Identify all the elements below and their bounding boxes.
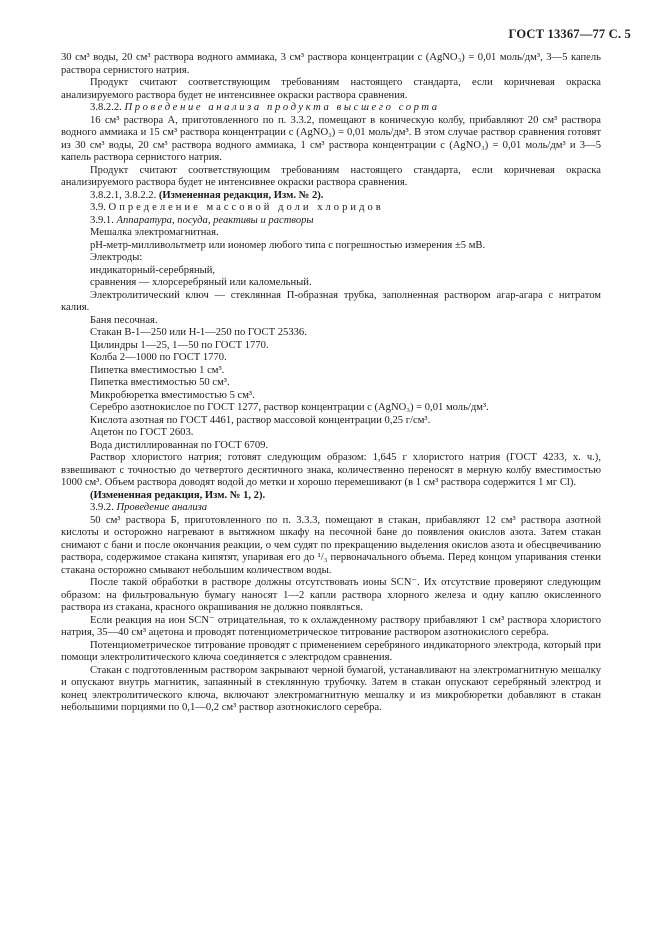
paragraph	[61, 415, 601, 428]
paragraph	[61, 640, 601, 665]
page-header: ГОСТ 13367—77 С. 5	[508, 27, 631, 41]
paragraph-emphasis: Определение массовой доли хлоридов	[108, 202, 384, 213]
paragraph-text: Баня песочная.	[90, 314, 158, 326]
paragraph-text: Стакан В-1—250 или Н-1—250 по ГОСТ 25336.	[90, 327, 307, 338]
paragraph	[61, 115, 601, 165]
paragraph-text: Вода дистиллированная по ГОСТ 6709.	[90, 439, 269, 451]
paragraph-text: 50 см³ раствора Б, приготовленного по п. 3.3.3, помещают в стакан, прибавляют 12 см³ раствора азотной кислоты и осторожно нагревают в вытяжном шкафу на песочной бане до появления окислов азота. Затем стакан снимают с бани и после окончания реакции, о чем судят по прекращению выделения окислов азота и обесцвечиванию раствора, содержимое стакана кипятят, упаривая его до ¹/₃ первоначального объема. Перед концом упаривания стенки стакана осторожно смывают небольшим количеством воды.	[61, 514, 601, 576]
paragraph	[61, 327, 601, 340]
paragraph	[61, 340, 601, 353]
paragraph-text: Электролитический ключ — стеклянная П-образная трубка, заполненная раствором агар-агара с нитратом калия.	[61, 289, 601, 313]
paragraph-text: Кислота азотная по ГОСТ 4461, раствор массовой концентрации 0,25 г/см³.	[90, 414, 431, 426]
paragraph	[61, 265, 601, 278]
paragraph	[61, 190, 601, 203]
paragraph	[61, 315, 601, 328]
paragraph	[61, 490, 601, 503]
paragraph-text: Продукт считают соответствующим требованиям настоящего стандарта, если коричневая окраска анализируемого раствора будет не интенсивнее окраски раствора сравнения.	[61, 164, 601, 188]
paragraph	[61, 577, 601, 615]
paragraph-emphasis: Проведение анализа продукта высшего сорта	[124, 102, 440, 113]
paragraph	[61, 252, 601, 265]
paragraph	[61, 52, 601, 77]
paragraph-text: Микробюретка вместимостью 5 см³.	[90, 389, 255, 401]
paragraph	[61, 240, 601, 253]
paragraph-text: Электроды:	[90, 252, 143, 263]
paragraph	[61, 377, 601, 390]
paragraph-text: 3.8.2.2.	[90, 102, 125, 113]
paragraph-text: индикаторный-серебряный,	[90, 264, 216, 276]
paragraph-text: Если реакция на ион SCN⁻ отрицательная, то к охлажденному раствору прибавляют 1 см³ раствора хлористого натрия, 35—40 см³ ацетона и проводят потенциометрическое титрование раствором азотнокислого серебра.	[61, 614, 601, 638]
paragraph-text: 3.9.1.	[90, 214, 117, 226]
paragraph-emphasis: Аппаратура, посуда, реактивы и растворы	[116, 214, 314, 226]
paragraph-text: Ацетон по ГОСТ 2603.	[90, 427, 194, 438]
paragraph	[61, 365, 601, 378]
paragraph-text: 3.9.2.	[90, 502, 117, 513]
paragraph-text: Колба 2—1000 по ГОСТ 1770.	[90, 352, 227, 363]
paragraph	[61, 165, 601, 190]
paragraph	[61, 102, 601, 115]
paragraph-text: 3.9.	[90, 202, 109, 213]
paragraph	[61, 402, 601, 415]
paragraph	[61, 290, 601, 315]
paragraph	[61, 215, 601, 228]
paragraph-text: После такой обработки в растворе должны отсутствовать ионы SCN⁻. Их отсутствие проверяют следующим образом: на фильтровальную бумагу наносят 1—2 капли раствора хлорного железа и одну каплю окисленного раствора из стакана, красного окрашивания не должно появляться.	[61, 577, 601, 613]
paragraph	[61, 515, 601, 578]
paragraph-text: рН-метр-милливольтметр или иономер любого типа с погрешностью измерения ±5 мВ.	[90, 239, 486, 251]
document-body	[61, 52, 601, 715]
paragraph	[61, 352, 601, 365]
paragraph-text: 3.8.2.1, 3.8.2.2.	[90, 189, 159, 201]
paragraph	[61, 202, 601, 215]
paragraph	[61, 227, 601, 240]
paragraph	[61, 665, 601, 715]
paragraph-text: 16 см³ раствора А, приготовленного по п. 3.3.2, помещают в коническую колбу, прибавляют 20 см³ раствора водного аммиака и 15 см³ раствора концентрации c (AgNO₃) = 0,01 моль/дм³. В этом случае раствор сравнения готовят из 30 см³ воды, 20 см³ раствора водного аммиака, 1 см³ раствора концентрации c (AgNO₃) = 0,01 моль/дм³ и 3—5 капель раствора сернистого натрия.	[61, 114, 601, 163]
paragraph-text: Продукт считают соответствующим требованиям настоящего стандарта, если коричневая окраска анализируемого раствора будет не интенсивнее окраски раствора сравнения.	[61, 77, 601, 101]
paragraph-text: Мешалка электромагнитная.	[90, 227, 219, 238]
paragraph-text: Стакан с подготовленным раствором закрывают черной бумагой, устанавливают на электромагнитную мешалку и опускают внутрь магнитик, запаянный в стеклянную трубочку. Затем в стакан опускают серебряный электрод и конец электролитического ключа, включают электромагнитную мешалку и из микробюретки добавляют в стакан небольшими порциями по 0,1—0,2 см³ раствор азотнокислого серебра.	[61, 664, 601, 713]
paragraph	[61, 277, 601, 290]
paragraph-text: Цилиндры 1—25, 1—50 по ГОСТ 1770.	[90, 339, 269, 351]
paragraph-emphasis: (Измененная редакция, Изм. № 2).	[158, 189, 324, 201]
paragraph-emphasis: (Измененная редакция, Изм. № 1, 2).	[90, 489, 266, 501]
paragraph-text: Серебро азотнокислое по ГОСТ 1277, раствор концентрации c (AgNO₃) = 0,01 моль/дм³.	[90, 402, 489, 413]
paragraph	[61, 440, 601, 453]
paragraph	[61, 390, 601, 403]
paragraph	[61, 502, 601, 515]
paragraph-text: Пипетка вместимостью 1 см³.	[90, 364, 225, 376]
paragraph-text: сравнения — хлорсеребряный или каломельный.	[90, 277, 312, 288]
paragraph	[61, 427, 601, 440]
paragraph	[61, 452, 601, 490]
paragraph	[61, 615, 601, 640]
paragraph-text: Потенциометрическое титрование проводят с применением серебряного индикаторного электрода, который при помощи электролитического ключа соединяется с электродом сравнения.	[61, 639, 601, 663]
paragraph-text: 30 см³ воды, 20 см³ раствора водного аммиака, 3 см³ раствора концентрации c (AgNO₃) = 0,01 моль/дм³, 3—5 капель раствора сернистого натрия.	[61, 52, 601, 76]
paragraph-text: Пипетка вместимостью 50 см³.	[90, 377, 230, 388]
paragraph-emphasis: Проведение анализа	[116, 502, 208, 513]
paragraph	[61, 77, 601, 102]
paragraph-text: Раствор хлористого натрия; готовят следующим образом: 1,645 г хлористого натрия (ГОСТ 4233, х. ч.), взвешивают с точностью до четвертого десятичного знака, количественно переносят в мерную колбу вместимостью 1000 см³. Объем раствора доводят водой до метки и хорошо перемешивают (в 1 см³ раствора содержится 1 мг Cl).	[61, 452, 601, 488]
